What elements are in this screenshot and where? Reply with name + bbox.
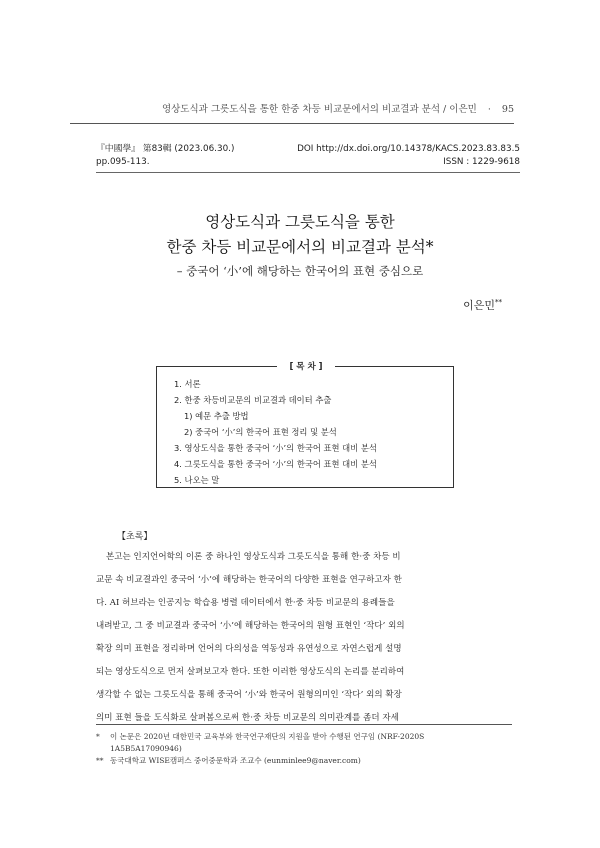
footnote bbox=[96, 731, 512, 743]
abstract-line: 다. AI 허브라는 인공지능 학습용 병렬 데이터에서 한·중 차등 비교문의 용례들을 bbox=[96, 598, 395, 608]
toc-subitem: 2) 중국어 ‘小’의 한국어 표현 정리 및 분석 bbox=[184, 427, 337, 437]
footnote-mark: * bbox=[96, 732, 100, 741]
footnote-text: 이 논문은 2020년 대한민국 교육부와 한국연구재단의 지원을 받아 수행된 연구임 (NRF-2020S bbox=[110, 732, 425, 741]
footnote-mark bbox=[96, 743, 110, 755]
running-header bbox=[70, 101, 514, 124]
abstract-label: 【초록】 bbox=[117, 532, 153, 542]
issn: ISSN : 1229-9618 bbox=[443, 157, 520, 167]
table-of-contents bbox=[156, 362, 454, 488]
doi-link[interactable]: DOI http://dx.doi.org/10.14378/KACS.2023.83.83.5 bbox=[297, 144, 520, 154]
toc-subitem: 1) 예문 추출 방법 bbox=[184, 411, 249, 421]
abstract-line: 본고는 인지언어학의 이론 중 하나인 영상도식과 그릇도식을 통해 한·중 차등 비 bbox=[106, 552, 401, 562]
toc-item: 1. 서론 bbox=[174, 379, 201, 389]
abstract-line: 의미 표현 들을 도식화로 살펴봄으로써 한·중 차등 비교문의 의미관계를 좀더 자세 bbox=[96, 713, 399, 723]
journal-info: 『中國學』 第83輯 (2023.06.30.) bbox=[96, 144, 235, 154]
abstract-body bbox=[96, 546, 512, 730]
footnote-text: 1A5B5A17090946) bbox=[110, 744, 182, 753]
abstract-line: 되는 영상도식으로 먼저 살펴보고자 한다. 또한 이러한 영상도식의 논리를 분리하여 bbox=[96, 667, 405, 677]
footnote bbox=[96, 743, 512, 755]
subtitle: – 중국어 ‘小’에 해당하는 한국어의 표현 중심으로 bbox=[176, 264, 424, 278]
abstract-line: 교문 속 비교결과인 중국어 ‘小’에 해당하는 한국어의 다양한 표현을 연구하고자 한 bbox=[96, 575, 402, 585]
abstract-line: 내려받고, 그 중 비교결과 중국어 ‘小’에 해당하는 한국어의 원형 표현인 ‘작다’ 외의 bbox=[96, 621, 405, 631]
abstract-line: 생각할 수 없는 그릇도식을 통해 중국어 ‘小’와 한국어 원형의미인 ‘작다’ 외의 확장 bbox=[96, 690, 402, 700]
footnote bbox=[96, 755, 512, 767]
footnote-text: 동국대학교 WISE캠퍼스 중어중문학과 조교수 (eunminlee9@naver.com) bbox=[110, 756, 361, 765]
footnotes bbox=[96, 724, 512, 767]
toc-item: 5. 나오는 말 bbox=[174, 475, 220, 485]
abstract-line: 확장 의미 표현을 정리하며 언어의 다의성을 역동성과 유연성으로 자연스럽게 설명 bbox=[96, 644, 402, 654]
author-name: 이은민 bbox=[463, 299, 495, 312]
publication-meta bbox=[96, 143, 520, 173]
toc-item: 4. 그릇도식을 통한 중국어 ‘小’의 한국어 표현 대비 분석 bbox=[174, 459, 377, 469]
page-range: pp.095-113. bbox=[96, 157, 150, 167]
title-line-2: 한중 차등 비교문에서의 비교결과 분석* bbox=[166, 238, 434, 256]
author bbox=[463, 297, 502, 313]
toc-item: 3. 영상도식을 통한 중국어 ‘小’의 한국어 표현 대비 분석 bbox=[174, 443, 377, 453]
title-line-1: 영상도식과 그릇도식을 통한 bbox=[205, 213, 395, 231]
toc-title: [ 목 차 ] bbox=[277, 360, 335, 372]
running-title: 영상도식과 그릇도식을 통한 한중 차등 비교문에서의 비교결과 분석 / 이은민 bbox=[161, 104, 477, 115]
toc-item: 2. 한중 차등비교문의 비교결과 데이터 추출 bbox=[174, 395, 332, 405]
footnote-mark: ** bbox=[96, 756, 104, 765]
paper-title bbox=[0, 210, 600, 280]
page-number: 95 bbox=[501, 104, 514, 115]
header-bullet: · bbox=[487, 104, 491, 115]
author-footnote-mark: ** bbox=[495, 298, 502, 307]
